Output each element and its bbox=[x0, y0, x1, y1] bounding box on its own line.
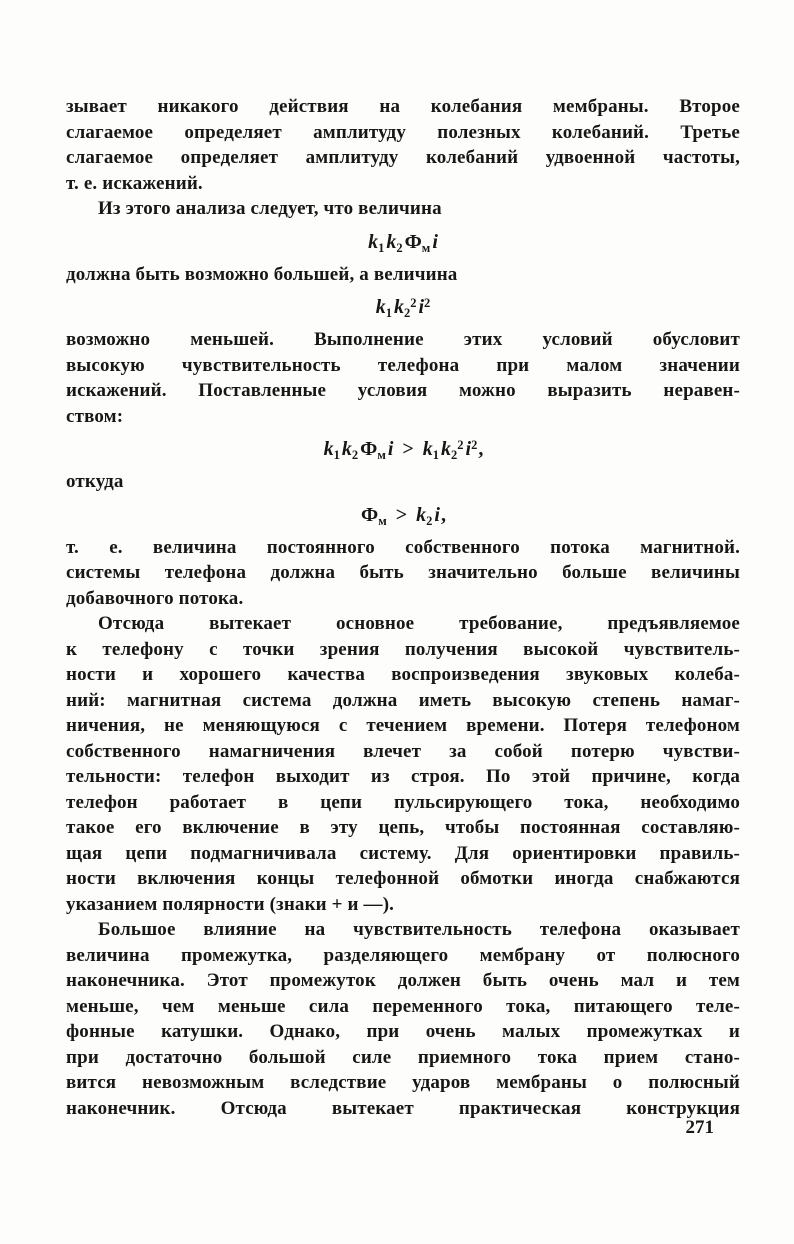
text-line: ничения, не меняющуюся с течением времени. Потеря телефоном bbox=[66, 715, 740, 736]
text-line: Из этого анализа следует, что величина bbox=[98, 198, 442, 219]
paragraph bbox=[66, 94, 740, 196]
text-line: возможно меньшей. Выполнение этих условий обусловит bbox=[66, 329, 740, 350]
formula-symbol: $k_2^2$ bbox=[441, 438, 464, 462]
formula-symbol: $k_2$ bbox=[341, 438, 359, 462]
formula-symbol: $i^2$ bbox=[465, 438, 478, 460]
formula-symbol: $Ф_м$ bbox=[404, 230, 431, 255]
text-line: т. е. величина постоянного собственного потока магнитной. bbox=[66, 536, 740, 558]
formula-symbol: $k_2^2$ bbox=[393, 296, 417, 320]
page-number: 271 bbox=[685, 1117, 714, 1138]
formula-Fm-greater-k2i bbox=[66, 495, 740, 535]
operator-symbol: > bbox=[395, 503, 408, 526]
text-line: ством: bbox=[66, 405, 124, 427]
text-line: величина промежутка, разделяющего мембрану от полюсного bbox=[66, 944, 740, 966]
text-line: слагаемое определяет амплитуду полезных колебаний. Третье bbox=[66, 121, 740, 143]
text-line: т. е. искажений. bbox=[66, 172, 203, 194]
text-line: телефон работает в цепи пульсирующего тока, необходимо bbox=[66, 791, 740, 813]
formula-symbol: $k_2$ bbox=[386, 230, 403, 255]
text-line: системы телефона должна быть значительно больше величины bbox=[66, 562, 740, 583]
page-text bbox=[66, 94, 740, 1121]
formula-symbol: $i^2$ bbox=[418, 296, 431, 318]
text-line: наконечник. Отсюда вытекает практическая конструкция bbox=[66, 1097, 740, 1119]
text-line: такое его включение в эту цепь, чтобы постоянная составляю- bbox=[66, 817, 740, 838]
text-line: указанием полярности (знаки + и —). bbox=[66, 893, 395, 915]
text-line: к телефону с точки зрения получения высокой чувствитель- bbox=[66, 638, 740, 660]
paragraph bbox=[66, 262, 740, 288]
formula-symbol: $Ф_м$ bbox=[361, 503, 387, 528]
formula-symbol: $k_1$ bbox=[368, 230, 385, 255]
formula-symbol: $k_2$ bbox=[416, 503, 433, 528]
paragraph bbox=[66, 917, 740, 1121]
punctuation: , bbox=[478, 438, 484, 460]
formula-symbol: $k_1$ bbox=[323, 438, 340, 462]
text-line: ний: магнитная система должна иметь высокую степень намаг- bbox=[66, 689, 740, 711]
formula-inequality bbox=[66, 429, 740, 469]
paragraph bbox=[66, 327, 740, 429]
text-line: Большое влияние на чувствительность телефона оказывает bbox=[98, 919, 740, 940]
formula-symbol: i bbox=[434, 503, 440, 526]
operator-symbol: > bbox=[402, 438, 414, 460]
formula-symbol: i bbox=[432, 230, 438, 253]
paragraph bbox=[66, 469, 740, 495]
text-line: фонные катушки. Однако, при очень малых промежутках и bbox=[66, 1021, 740, 1042]
formula-symbol: $k_1$ bbox=[375, 296, 392, 320]
formula-symbol: $Ф_м$ bbox=[360, 438, 386, 462]
text-line: добавочного потока. bbox=[66, 587, 244, 609]
formula-k1-k2-Fm-i bbox=[66, 222, 740, 262]
formula-symbol: i bbox=[387, 438, 394, 460]
paragraph bbox=[66, 535, 740, 612]
text-line: меньше, чем меньше сила переменного тока, питающего теле- bbox=[66, 995, 740, 1017]
text-line: тельности: телефон выходит из строя. По этой причине, когда bbox=[66, 766, 740, 787]
formula-k1-k2sq-isq bbox=[66, 287, 740, 327]
paragraph bbox=[66, 611, 740, 917]
paragraph bbox=[66, 196, 740, 222]
text-line: ности включения концы телефонной обмотки иногда снабжаются bbox=[66, 868, 740, 889]
text-line: зывает никакого действия на колебания мембраны. Второе bbox=[66, 96, 740, 117]
text-line: ности и хорошего качества воспроизведения звуковых колеба- bbox=[66, 664, 740, 685]
text-line: должна быть возможно большей, а величина bbox=[66, 263, 458, 285]
text-line: искажений. Поставленные условия можно выразить неравен- bbox=[66, 380, 740, 401]
text-line: при достаточно большой силе приемного тока прием стано- bbox=[66, 1046, 740, 1068]
text-line: наконечника. Этот промежуток должен быть очень мал и тем bbox=[66, 970, 740, 991]
text-line: высокую чувствительность телефона при малом значении bbox=[66, 354, 740, 376]
text-line: щая цепи подмагничивала систему. Для ориентировки правиль- bbox=[66, 842, 740, 864]
text-line: откуда bbox=[66, 471, 124, 492]
text-line: вится невозможным вследствие ударов мембраны о полюсный bbox=[66, 1072, 740, 1093]
text-line: слагаемое определяет амплитуду колебаний удвоенной частоты, bbox=[66, 147, 740, 168]
punctuation: , bbox=[440, 503, 446, 526]
text-line: собственного намагничения влечет за собой потерю чувстви- bbox=[66, 740, 740, 762]
text-line: Отсюда вытекает основное требование, предъявляемое bbox=[98, 613, 740, 634]
formula-symbol: $k_1$ bbox=[422, 438, 440, 462]
